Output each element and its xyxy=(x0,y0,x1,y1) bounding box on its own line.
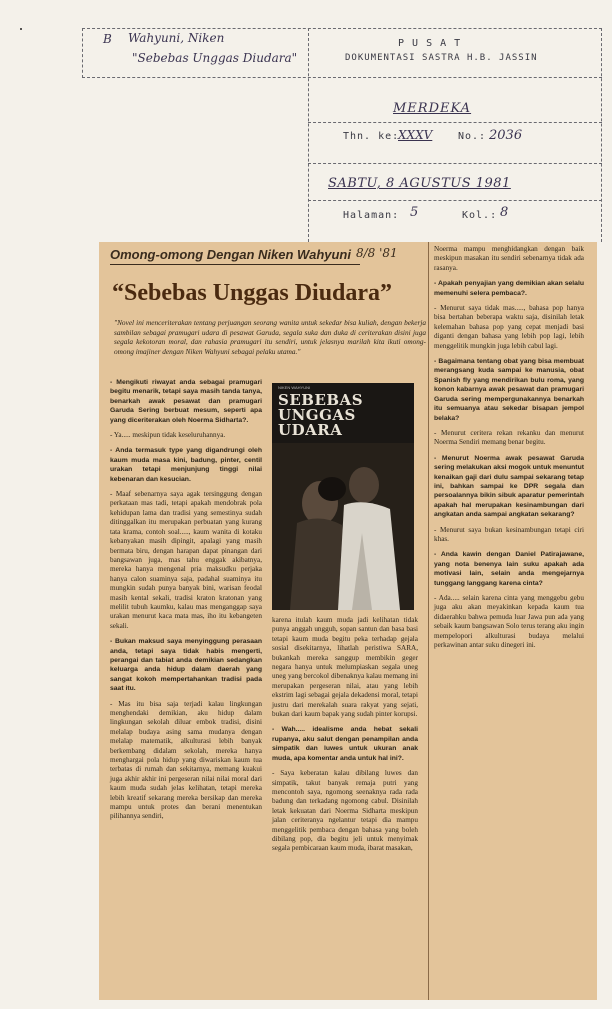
column-3-paragraph: - Bagaimana tentang obat yang bisa membuat merangsang kuda sampai ke manusia, obat Spanish fly yang mendirikan bulu roma, yang konon kabarnya awak pesawat dan pramugari Garuda sering mempergunakannya benarkah itu semuanya atau sekedar bisapan jempol belaka? xyxy=(434,358,584,422)
form-border-left xyxy=(82,28,83,78)
stamp-line-2: DOKUMENTASI SASTRA H.B. JASSIN xyxy=(345,53,538,63)
article-headline: “Sebebas Unggas Diudara” xyxy=(112,280,393,306)
column-1-paragraph: - Maaf sebenarnya saya agak tersinggung dengan perkataan mas tadi, tetapi apakah mendobrak pola kehidupan lama dan tradisi yang semestinya sudah ditinggalkan itu merupakan perbuatan yang kurang tata krama, contoh soal....., kaum wanita di kotaku kebanyakan masih dipingit, apalagi yang masih bermata biru, dengan harapan dapat pinangan dari bangsawan juga, mas tahu enggak akibatnya, mereka hanya mengenal pria maksudku perjaka hanya calon suaminya saja, padahal suaminya itu mungkin sudah punya banyak bini, warisan feodal masih kental sekali, tradisi kraton kratonan yang melilit tubuh kaumku, kalau mas menganggap saya urakan menurut kaca mata mas, iho itu kebangeten sekali. xyxy=(110,490,262,630)
issue-value: 2036 xyxy=(489,128,523,143)
column-3-paragraph: - Menurut ceritera rekan rekanku dan menurut Noerma Sendiri memang benar begitu. xyxy=(434,428,584,447)
newspaper-name: MERDEKA xyxy=(393,101,472,116)
column-2-paragraph: - Wah..... idealisme anda hebat sekali rupanya, aku salut dengan penampilan anda simpatik dan luwes untuk ukuran anak muda, apa komentar anda untuk hal ini?. xyxy=(272,726,418,762)
page-value: 5 xyxy=(410,205,419,220)
column-3-paragraph: - Apakah penyajian yang demikian akan selalu memenuhi selera pembaca?. xyxy=(434,280,584,297)
cover-author: NIKEN WAHYUNI xyxy=(278,385,311,390)
author-handwritten: Wahyuni, Niken xyxy=(128,31,225,45)
form-line-issue xyxy=(308,163,602,164)
article-column-2 xyxy=(272,616,418,860)
book-cover-photo xyxy=(272,383,414,610)
cover-title: SEBEBAS UNGGAS UDARA xyxy=(278,391,364,439)
column-3-paragraph: - Menurut Noerma awak pesawat Garuda sering melakukan aksi mogok untuk menuntut kenaikan gaji dari dulu sampai sekarang tetap ini, bahkan sampai ke DPR segala dan persoalannya bikin sibuk aparatur pemerintah apakah hal merupakan kesinambungan dari angkatan anda sampai angkatan sekarang? xyxy=(434,454,584,519)
column-separator xyxy=(428,242,429,1000)
stamp-line-1: P U S A T xyxy=(398,38,462,49)
rubric-rule xyxy=(110,264,360,265)
punch-mark xyxy=(20,28,22,30)
form-line-paper xyxy=(308,122,602,123)
date-value: SABTU, 8 AGUSTUS 1981 xyxy=(328,176,511,191)
column-1-paragraph: - Ya..... meskipun tidak keseluruhannya. xyxy=(110,431,226,440)
column-3-paragraph: - Menurut saya tidak mas....., bahasa pop hanya bisa bertahan beberapa waktu saja, disinilah letak kelemahan bahasa pop yang cepat menjadi basi diganti dengan bahasa yang lebih pop lagi, lebih menggelitik mungkin juga lebih cabul lagi. xyxy=(434,304,584,350)
column-2-paragraph: - Saya keberatan kalau dibilang luwes dan simpatik, takut banyak remaja putri yang mencontoh saya, ngomong seenaknya rada rada badung dan terkadang ngomong cabul. Disinilah letak kekuatan dari Noerma Sidharta meskipun jalan ceriteranya ngelantur tetapi dia mampu menggelitik pembaca dengan bahasa yang boleh dibilang pop, dia begitu jeli untuk menyimak segala pembicaraan kaum muda, ibarat masakan, xyxy=(272,769,418,853)
column-1-paragraph: - Anda termasuk type yang digandrungi oleh kaum muda masa kini, badung, pinter, centil urakan tetapi menjunjung tinggi nilai kebenaran dan kesucian. xyxy=(110,447,262,483)
column-2-paragraph: karena itulah kaum muda jadi kelihatan tidak punya anggah ungguh, sopan santun dan basa basi tetapi kaum muda begitu peka terhadap gejala sosial disekitarnya, lihatlah peristiwa SARA, bukankah mereka sanggup membikin geger negara hanya untuk melumpiaskan segala uneg uneg yang bercokol dibenaknya kalau memang ini merupakan pergeseran nilai, atau yang lebih ekstrim lagi sebagai gejala dekadensi moral, tetapi justru dari merekalah suara rakyat yang sejati, bukan dari kaum bapak yang sudah pinter korupsi. xyxy=(272,616,418,719)
issue-label: No.: xyxy=(458,131,487,142)
column-1-paragraph: - Mengikuti riwayat anda sebagai pramugari begitu menarik, tetapi saya masih tanda tanya, benarkah awak pesawat dan pramugari Garuda Sering berbuat mesum, seperti apa yang diceriterakan oleh Noerma Sidharta?. xyxy=(110,379,262,424)
column-label: Kol.: xyxy=(462,210,498,221)
year-label: Thn. ke: xyxy=(343,131,400,142)
handwritten-date: 8/8 '81 xyxy=(356,246,398,260)
page-label: Halaman: xyxy=(343,210,400,221)
column-3-paragraph: Noerma mampu menghidangkan dengan baik meskipun masakan itu sendiri sebenarnya tidak ada rasanya. xyxy=(434,245,584,272)
column-3-paragraph: - Menurut saya bukan kesinambungan tetapi ciri khas. xyxy=(434,525,584,543)
column-1-paragraph: - Mas itu bisa saja terjadi kalau lingkungan menghendaki demikian, aku hidup dalam lingkungan sekolah diluar embok tradisi, disini melalap budaya asing sama mudanya dengan melalap matematik, alkulturasi lebih banyak berkembang didalam sekolah, mereka hanya menghargai pola hidup yang diwariskan kaum tua terbatas di rumah dan sekitarnya, memang kuakui juga akhir akhir ini pergeseran nilai nilai moral dari kaum muda sudah jelas kelihatan, tetapi mereka lebih kreatif sekarang mereka bersikap dan mereka mampu untuk protes dan berani menentukan pilihannya sendiri, xyxy=(110,699,262,821)
form-border-right xyxy=(601,28,602,242)
year-value: XXXV xyxy=(398,128,433,142)
article-intro: "Novel ini menceriterakan tentang perjuangan seorang wanita untuk sekedar bisa kuliah, dengan bekerja sambilan sebagai pramugari udara di pesawat Garuda, segala suka dan duka di ceriterakan disini juga segala kekotoran moral, dan rahasia pramugari itu sendiri, untuk jelasnya marilah kita ikuti omong-omong imajiner dengan Niken Wahyuni sebagai pelaku utama." xyxy=(114,318,426,356)
title-handwritten: "Sebebas Unggas Diudara" xyxy=(132,51,298,65)
column-3-paragraph: - Anda kawin dengan Daniel Patirajawane, yang nota benenya lain suku apakah ada motivasi lain, selain anda mengejarnya tunggang langgang karena cinta? xyxy=(434,551,584,587)
column-3-paragraph: - Ada..... selain karena cinta yang menggebu gebu juga aku akan meyakinkan kepada kaum tua didaerahku bahwa pemuda luar Jawa pun ada yang sebaik kaum bangsawan Solo terus terang aku ingin mempelopori alkulturasi budaya melalui perkawinan antar suku dinegeri ini. xyxy=(434,594,584,650)
form-divider xyxy=(308,28,309,242)
number-mark: B xyxy=(103,32,112,46)
article-column-1 xyxy=(110,378,262,828)
form-line-date xyxy=(308,200,602,201)
column-1-paragraph: - Bukan maksud saya menyinggung perasaan anda, tetapi saya tidak habis mengerti, perangai dan tabiat anda demikian sedangkan keluarga anda hidup dalam daerah yang sangat kokoh mempertahankan tradisi pada saat itu. xyxy=(110,638,262,693)
cover-illustration xyxy=(272,443,414,610)
rubric-title: Omong-omong Dengan Niken Wahyuni xyxy=(110,247,351,262)
form-border-top xyxy=(82,28,602,29)
column-value: 8 xyxy=(500,205,509,220)
article-column-3 xyxy=(434,245,584,656)
form-border-header xyxy=(82,77,602,78)
